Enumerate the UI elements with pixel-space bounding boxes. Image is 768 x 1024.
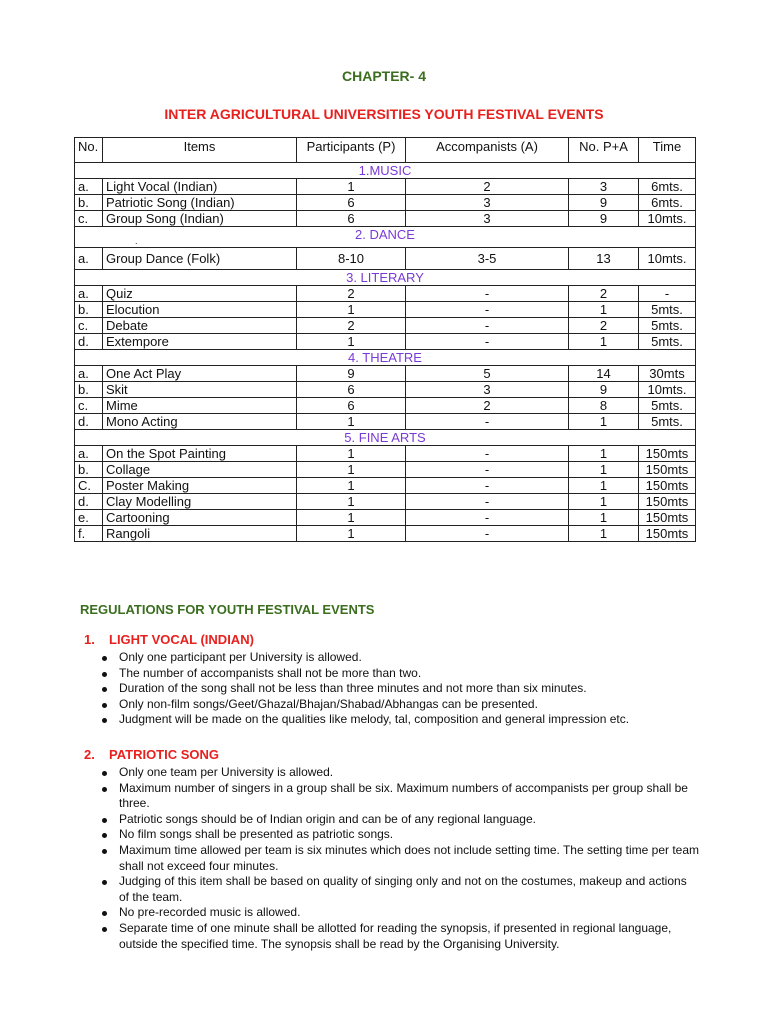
list-item: Judging of this item shall be based on quality of singing only and not on the costumes, makeup and actions of the team.: [100, 874, 700, 905]
cell-participants: 1: [297, 414, 406, 430]
table-row: [75, 462, 696, 478]
table-row: [75, 510, 696, 526]
cell-no: a.: [75, 179, 103, 195]
regulation-list-patriotic-song: [100, 765, 700, 952]
section-heading-text: 1.MUSIC: [358, 163, 412, 178]
cell-participants: 1: [297, 510, 406, 526]
section-heading: [75, 350, 696, 366]
cell-accompanists: 3: [406, 211, 569, 227]
cell-total: 1: [569, 302, 639, 318]
cell-participants: 6: [297, 398, 406, 414]
cell-item: Group Song (Indian): [103, 211, 297, 227]
section-row: [75, 270, 696, 286]
cell-time: 150mts: [639, 478, 696, 494]
cell-participants: 1: [297, 494, 406, 510]
list-item: No pre-recorded music is allowed.: [100, 905, 700, 921]
cell-total: 14: [569, 366, 639, 382]
table-row: [75, 211, 696, 227]
cell-participants: 6: [297, 195, 406, 211]
cell-time: 5mts.: [639, 334, 696, 350]
cell-no: b.: [75, 462, 103, 478]
cell-total: 1: [569, 478, 639, 494]
list-item: Patriotic songs should be of Indian origin and can be of any regional language.: [100, 812, 700, 828]
table-header-row: [75, 138, 696, 163]
cell-item: On the Spot Painting: [103, 446, 297, 462]
cell-time: 30mts: [639, 366, 696, 382]
list-item: Duration of the song shall not be less than three minutes and not more than six minutes.: [100, 681, 700, 697]
table-row: [75, 302, 696, 318]
table-row: [75, 248, 696, 270]
section-row: [75, 350, 696, 366]
section-heading-text: 4. THEATRE: [348, 350, 422, 365]
cell-no: C.: [75, 478, 103, 494]
cell-participants: 1: [297, 478, 406, 494]
cell-item: Group Dance (Folk): [103, 248, 297, 270]
cell-participants: 1: [297, 526, 406, 542]
cell-total: 9: [569, 211, 639, 227]
table-row: [75, 318, 696, 334]
section-row: [75, 227, 696, 248]
regulation-heading-light-vocal: [84, 632, 254, 647]
cell-total: 1: [569, 526, 639, 542]
cell-no: a.: [75, 366, 103, 382]
cell-accompanists: -: [406, 494, 569, 510]
table-row: [75, 526, 696, 542]
regulation-number: 1.: [84, 632, 95, 647]
list-item: Only one participant per University is allowed.: [100, 650, 700, 666]
cell-participants: 1: [297, 462, 406, 478]
list-item: Only one team per University is allowed.: [100, 765, 700, 781]
cell-no: d.: [75, 334, 103, 350]
cell-accompanists: 3: [406, 195, 569, 211]
list-item: Maximum time allowed per team is six minutes which does not include setting time. The setting time per team shall not exceed four minutes.: [100, 843, 700, 874]
cell-participants: 6: [297, 211, 406, 227]
cell-item: Patriotic Song (Indian): [103, 195, 297, 211]
cell-participants: 2: [297, 318, 406, 334]
cell-item: Debate: [103, 318, 297, 334]
list-item: Maximum number of singers in a group shall be six. Maximum numbers of accompanists per group shall be three.: [100, 781, 700, 812]
table-row: [75, 286, 696, 302]
cell-total: 1: [569, 494, 639, 510]
cell-accompanists: 3-5: [406, 248, 569, 270]
cell-no: c.: [75, 398, 103, 414]
cell-participants: 1: [297, 446, 406, 462]
cell-total: 1: [569, 446, 639, 462]
page-title: INTER AGRICULTURAL UNIVERSITIES YOUTH FESTIVAL EVENTS: [164, 106, 604, 122]
cell-accompanists: -: [406, 446, 569, 462]
cell-accompanists: 2: [406, 398, 569, 414]
cell-total: 1: [569, 414, 639, 430]
cell-participants: 1: [297, 334, 406, 350]
table-row: [75, 398, 696, 414]
regulations-title: REGULATIONS FOR YOUTH FESTIVAL EVENTS: [80, 602, 375, 617]
cell-no: b.: [75, 195, 103, 211]
cell-item: Elocution: [103, 302, 297, 318]
cell-participants: 8-10: [297, 248, 406, 270]
cell-total: 1: [569, 334, 639, 350]
events-table: [74, 137, 696, 542]
cell-accompanists: -: [406, 510, 569, 526]
cell-total: 9: [569, 195, 639, 211]
cell-no: a.: [75, 286, 103, 302]
table-row: [75, 179, 696, 195]
cell-time: 150mts: [639, 446, 696, 462]
table-row: [75, 334, 696, 350]
cell-no: d.: [75, 494, 103, 510]
cell-time: 6mts.: [639, 195, 696, 211]
section-heading: [75, 163, 696, 179]
cell-time: 150mts: [639, 510, 696, 526]
cell-no: f.: [75, 526, 103, 542]
events-table-body: [75, 163, 696, 542]
cell-accompanists: -: [406, 334, 569, 350]
cell-accompanists: -: [406, 302, 569, 318]
cell-participants: 9: [297, 366, 406, 382]
regulation-heading-patriotic-song: [84, 747, 219, 762]
cell-no: a.: [75, 446, 103, 462]
cell-total: 3: [569, 179, 639, 195]
section-heading: [75, 270, 696, 286]
cell-total: 13: [569, 248, 639, 270]
regulation-list-light-vocal: [100, 650, 700, 728]
list-item: Judgment will be made on the qualities like melody, tal, composition and general impression etc.: [100, 712, 700, 728]
chapter-heading: CHAPTER- 4: [341, 68, 426, 84]
cell-time: 150mts: [639, 494, 696, 510]
section-heading: [75, 430, 696, 446]
cell-time: 5mts.: [639, 398, 696, 414]
table-row: [75, 446, 696, 462]
cell-total: 9: [569, 382, 639, 398]
regulation-heading-text: PATRIOTIC SONG: [109, 747, 220, 762]
section-heading-text: 5. FINE ARTS: [344, 430, 426, 445]
header-items: Items: [103, 138, 297, 163]
cell-time: -: [639, 286, 696, 302]
cell-time: 10mts.: [639, 211, 696, 227]
regulation-heading-text: LIGHT VOCAL (INDIAN): [109, 632, 254, 647]
cell-time: 150mts: [639, 526, 696, 542]
list-item: Only non-film songs/Geet/Ghazal/Bhajan/Shabad/Abhangas can be presented.: [100, 697, 700, 713]
cell-time: 5mts.: [639, 318, 696, 334]
section-heading-text: 2. DANCE: [355, 227, 415, 242]
cell-item: Light Vocal (Indian): [103, 179, 297, 195]
header-accompanists: Accompanists (A): [406, 138, 569, 163]
cell-accompanists: -: [406, 526, 569, 542]
section-heading: [75, 227, 696, 248]
table-row: [75, 494, 696, 510]
section-row: [75, 430, 696, 446]
table-row: [75, 366, 696, 382]
cell-item: Cartooning: [103, 510, 297, 526]
cell-no: e.: [75, 510, 103, 526]
cell-item: Extempore: [103, 334, 297, 350]
table-row: [75, 382, 696, 398]
cell-accompanists: -: [406, 478, 569, 494]
cell-item: Mono Acting: [103, 414, 297, 430]
table-row: [75, 478, 696, 494]
cell-item: Skit: [103, 382, 297, 398]
cell-participants: 1: [297, 302, 406, 318]
list-item: No film songs shall be presented as patriotic songs.: [100, 827, 700, 843]
header-time: Time: [639, 138, 696, 163]
cell-no: c.: [75, 211, 103, 227]
cell-accompanists: -: [406, 286, 569, 302]
cell-time: 150mts: [639, 462, 696, 478]
cell-no: a.: [75, 248, 103, 270]
cell-accompanists: -: [406, 318, 569, 334]
list-item: Separate time of one minute shall be allotted for reading the synopsis, if presented in regional language, outside the specified time. The synopsis shall be read by the Organising University.: [100, 921, 700, 952]
header-total: No. P+A: [569, 138, 639, 163]
cell-total: 2: [569, 318, 639, 334]
cell-accompanists: 5: [406, 366, 569, 382]
cell-accompanists: -: [406, 462, 569, 478]
regulation-number: 2.: [84, 747, 95, 762]
cell-no: d.: [75, 414, 103, 430]
cell-item: Rangoli: [103, 526, 297, 542]
cell-time: 6mts.: [639, 179, 696, 195]
cell-total: 8: [569, 398, 639, 414]
cell-time: 10mts.: [639, 382, 696, 398]
cell-item: One Act Play: [103, 366, 297, 382]
cell-item: Collage: [103, 462, 297, 478]
cell-accompanists: 2: [406, 179, 569, 195]
section-heading-text: 3. LITERARY: [346, 270, 424, 285]
stray-dot: .: [135, 236, 138, 246]
table-row: [75, 414, 696, 430]
cell-participants: 2: [297, 286, 406, 302]
cell-item: Poster Making: [103, 478, 297, 494]
cell-no: b.: [75, 302, 103, 318]
cell-time: 5mts.: [639, 414, 696, 430]
cell-no: c.: [75, 318, 103, 334]
cell-total: 1: [569, 510, 639, 526]
section-row: [75, 163, 696, 179]
cell-time: 10mts.: [639, 248, 696, 270]
cell-participants: 1: [297, 179, 406, 195]
cell-item: Quiz: [103, 286, 297, 302]
header-participants: Participants (P): [297, 138, 406, 163]
cell-no: b.: [75, 382, 103, 398]
cell-participants: 6: [297, 382, 406, 398]
list-item: The number of accompanists shall not be more than two.: [100, 666, 700, 682]
cell-accompanists: -: [406, 414, 569, 430]
cell-time: 5mts.: [639, 302, 696, 318]
header-no: No.: [75, 138, 103, 163]
table-row: [75, 195, 696, 211]
cell-item: Mime: [103, 398, 297, 414]
cell-item: Clay Modelling: [103, 494, 297, 510]
cell-total: 2: [569, 286, 639, 302]
cell-accompanists: 3: [406, 382, 569, 398]
cell-total: 1: [569, 462, 639, 478]
